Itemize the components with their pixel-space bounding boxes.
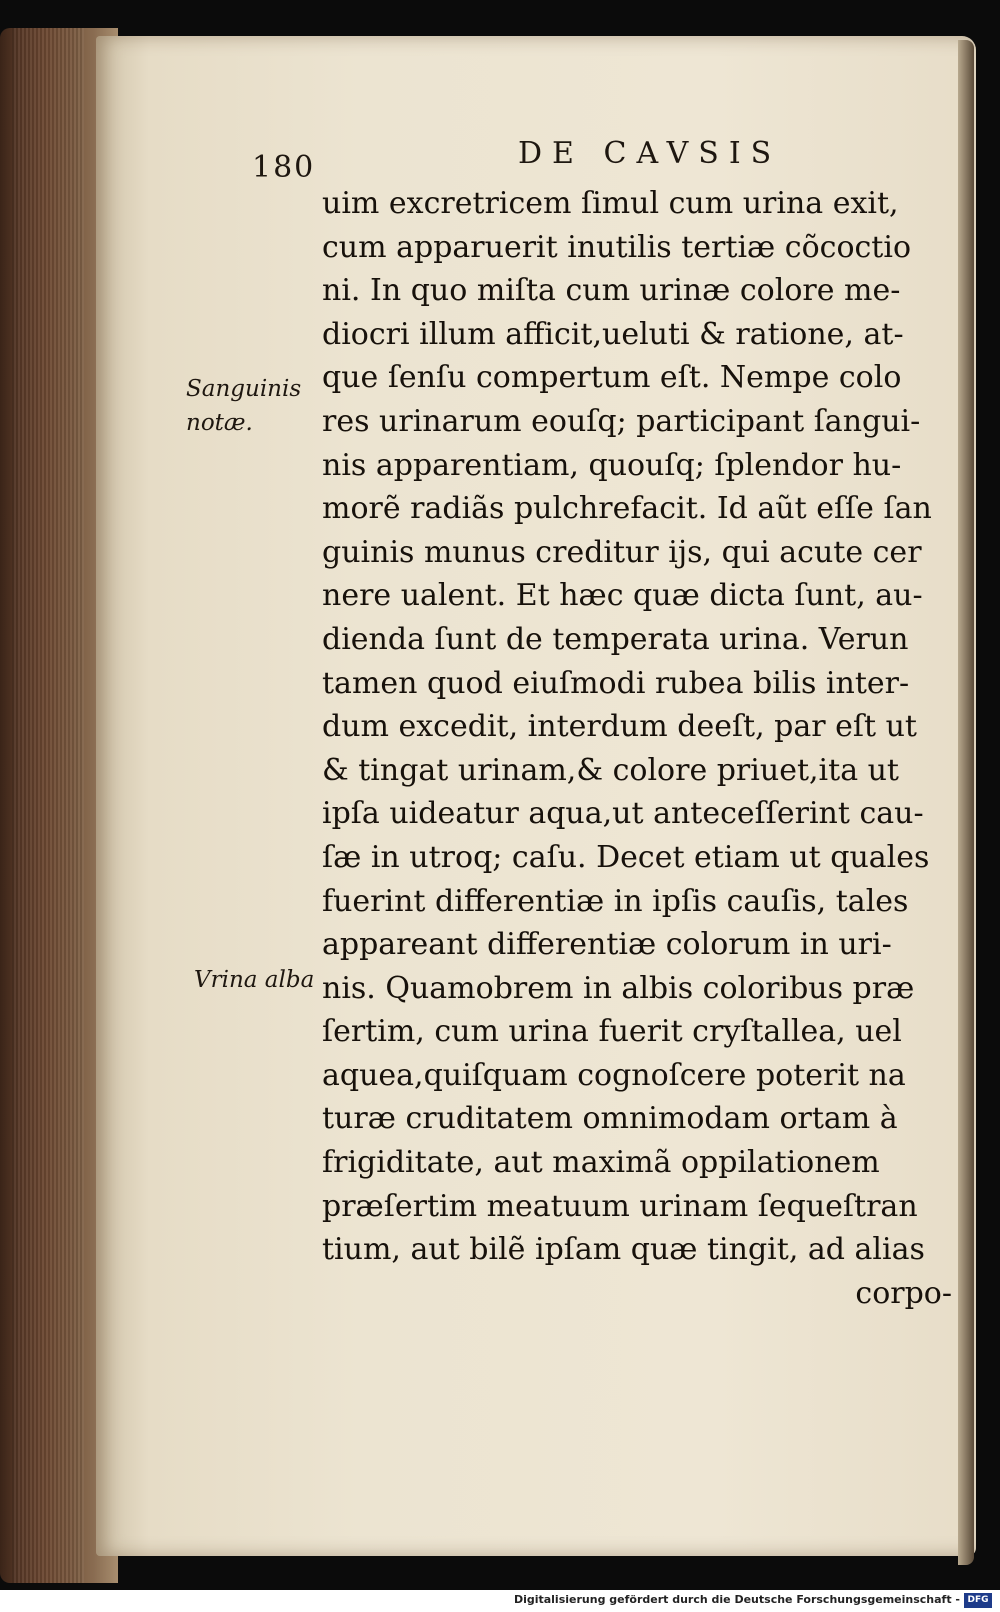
text-line: uim excretricem ſimul cum urina exit, — [322, 186, 899, 221]
text-line: turæ cruditatem omnimodam ortam à — [322, 1101, 898, 1137]
body-text — [322, 182, 952, 1315]
margin-note-sanguinis — [186, 372, 301, 440]
text-line: tium, aut bilẽ ipſam quæ tingit, ad alias — [322, 1232, 925, 1268]
text-line: nere ualent. Et hæc quæ dicta ſunt, au- — [322, 578, 923, 614]
text-line: nis apparentiam, quouſq; ſplendor hu- — [322, 447, 902, 483]
text-line: ſæ in utroq; caſu. Decet etiam ut quales — [322, 839, 930, 875]
text-line: frigiditate, aut maximã oppilationem — [322, 1145, 880, 1181]
text-line: & tingat urinam,& colore priuet,ita ut — [322, 752, 899, 788]
margin-note-line: notæ. — [186, 410, 253, 436]
text-line: dienda ſunt de temperata urina. Verun — [322, 621, 909, 657]
catchword: corpo- — [855, 1275, 952, 1311]
text-line: præſertim meatuum urinam ſequeſtran — [322, 1188, 918, 1224]
text-line: ni. In quo miſta cum urinæ colore me- — [322, 273, 901, 309]
margin-note-line: Sanguinis — [186, 376, 302, 402]
digitization-footer — [0, 1590, 1000, 1612]
text-line: appareant differentiæ colorum in uri- — [322, 927, 892, 963]
text-line: guinis munus creditur ijs, qui acute cer — [322, 534, 922, 570]
text-line: res urinarum eouſq; participant ſangui- — [322, 403, 921, 439]
text-line: dum excedit, interdum deeſt, par eſt ut — [322, 709, 917, 745]
text-line: fuerint differentiæ in ipſis cauſis, tales — [322, 883, 909, 919]
text-line: cum apparuerit inutilis tertiæ cõcoctio — [322, 229, 912, 265]
text-line: aquea,quiſquam cognoſcere poterit na — [322, 1057, 906, 1093]
page-right-edge — [958, 40, 974, 1565]
text-line: ipſa uideatur aqua,ut anteceſſerint cau- — [322, 796, 924, 832]
text-line: morẽ radiãs pulchrefacit. Id aũt eſſe ſan — [322, 491, 932, 527]
text-line: que ſenſu compertum eſt. Nempe colo — [322, 360, 902, 396]
margin-note-line: Vrina alba — [194, 967, 315, 993]
text-line: ſertim, cum urina fuerit cryſtallea, uel — [322, 1014, 902, 1050]
page-edges-texture — [12, 28, 84, 1583]
page-number: 180 — [252, 150, 316, 185]
text-line: diocri illum afficit,ueluti & ratione, at- — [322, 316, 904, 352]
dfg-logo-icon: DFG — [964, 1593, 992, 1608]
footer-credit: Digitalisierung gefördert durch die Deutsche Forschungsgemeinschaft - — [513, 1593, 960, 1606]
running-head: DE CAVSIS — [518, 136, 782, 171]
text-line: tamen quod eiuſmodi rubea bilis inter- — [322, 665, 910, 701]
text-line: nis. Quamobrem in albis coloribus præ — [322, 970, 915, 1006]
margin-note-vrina-alba — [194, 963, 314, 997]
